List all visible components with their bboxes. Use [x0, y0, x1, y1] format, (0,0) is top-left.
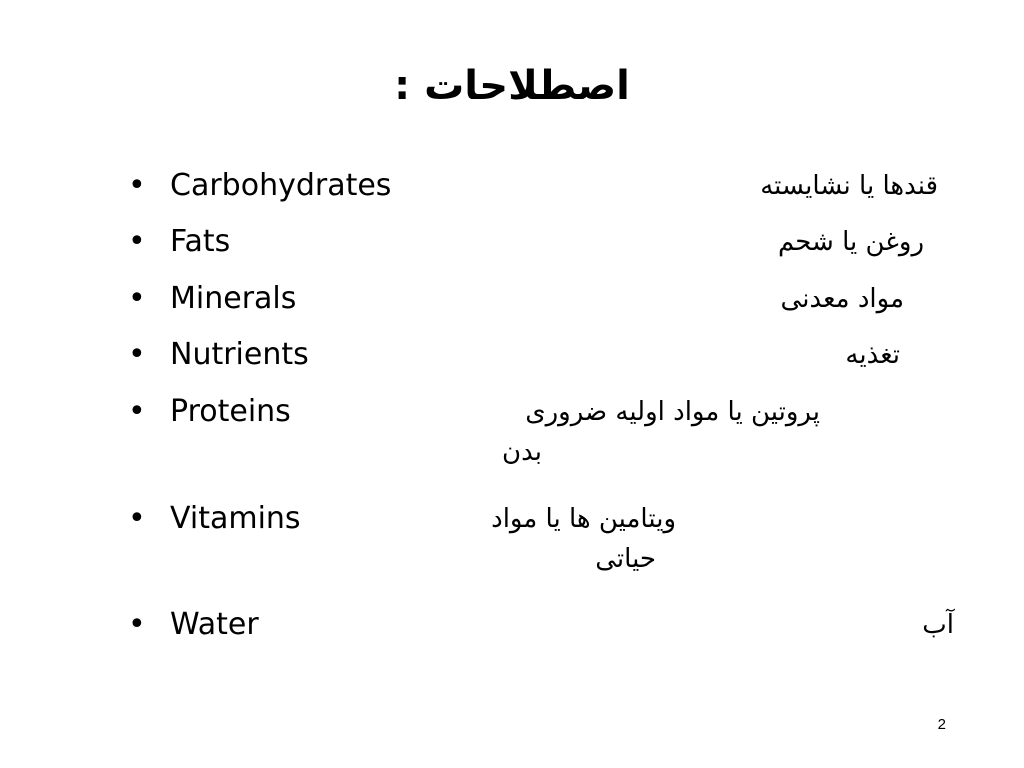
slide-title: اصطلاحات : [394, 63, 630, 109]
list-item-carbohydrates [128, 158, 938, 214]
term-persian-line2: بدن [502, 437, 542, 467]
term-english: Fats [170, 224, 231, 259]
bullet: • [128, 168, 146, 203]
term-english: Vitamins [170, 501, 301, 536]
term-persian: روغن یا شحم [777, 227, 924, 257]
term-persian: تغذیه [845, 340, 900, 370]
term-persian: آب [922, 610, 954, 640]
term-english: Water [170, 607, 259, 642]
list-item-nutrients [128, 327, 928, 383]
bullet: • [128, 501, 146, 536]
term-english: Carbohydrates [170, 168, 392, 203]
term-persian: ویتامین ها یا مواد [491, 504, 676, 534]
list-item-minerals [128, 271, 928, 327]
term-english: Minerals [170, 281, 297, 316]
list-item-fats [128, 214, 928, 270]
list-item-vitamins [128, 491, 928, 591]
bullet: • [128, 337, 146, 372]
term-english: Nutrients [170, 337, 309, 372]
list-item-proteins [128, 384, 928, 484]
bullet: • [128, 281, 146, 316]
term-persian: پروتین یا مواد اولیه ضروری [525, 397, 820, 427]
term-persian: قندها یا نشایسته [760, 171, 938, 201]
bullet: • [128, 607, 146, 642]
term-persian: مواد معدنی [780, 284, 904, 314]
term-english: Proteins [170, 394, 291, 429]
list-item-water [128, 597, 954, 653]
bullet: • [128, 394, 146, 429]
term-persian-line2: حیاتی [595, 544, 656, 574]
bullet: • [128, 224, 146, 259]
page-number: 2 [937, 716, 946, 733]
